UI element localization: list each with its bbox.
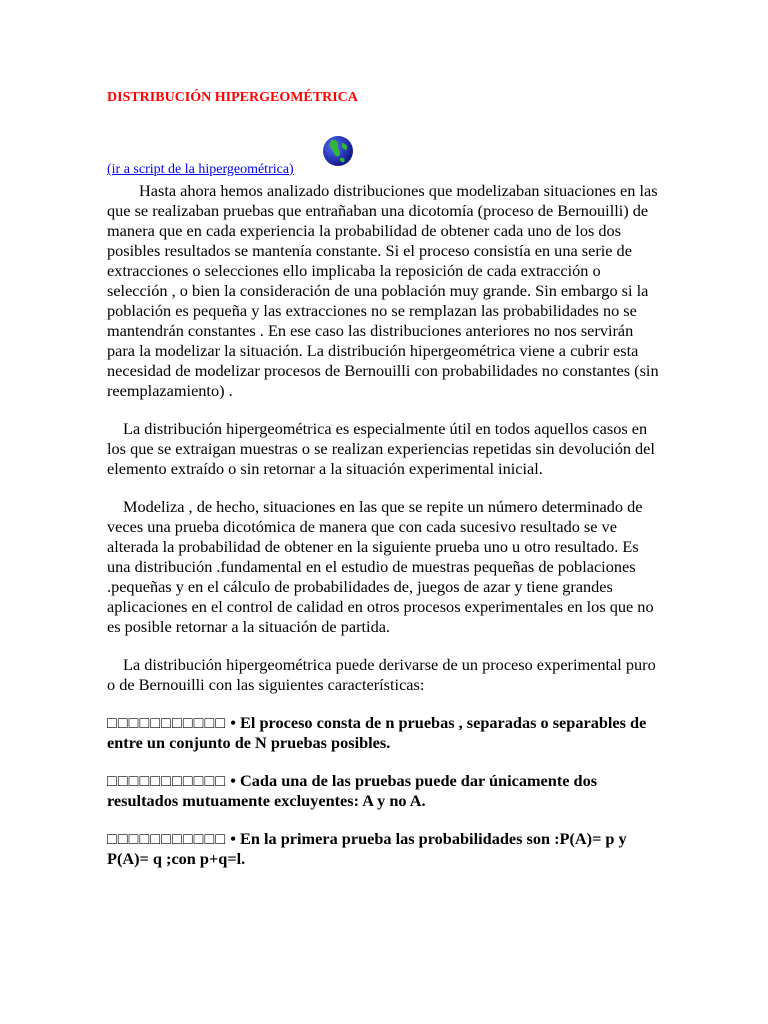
paragraph-modeling: Modeliza , de hecho, situaciones en las que se repite un número determinado de veces una prueba dicotómica de manera que con cada sucesivo resultado se ve alterada la probabilidad de obtener en la siguiente prueba uno u otro resultado. Es una distribución .fundamental en el estudio de muestras pequeñas de poblaciones .pequeñas y en el cálculo de probabilidades de, juegos de azar y tiene grandes aplicaciones en el control de calidad en otros procesos experimentales en los que no es posible retornar a la situación de partida. bbox=[107, 497, 654, 636]
characteristic-text: • En la primera prueba las probabilidades son :P(A)= p y P(A)= q ;con p+q=l. bbox=[107, 829, 627, 868]
characteristic-text: • El proceso consta de n pruebas , separadas o separables de entre un conjunto de N pruebas posibles. bbox=[107, 713, 647, 752]
characteristic-item bbox=[107, 713, 662, 753]
paragraph-intro: Hasta ahora hemos analizado distribuciones que modelizaban situaciones en las que se realizaban pruebas que entrañaban una dicotomía (proceso de Bernouilli) de manera que en cada experiencia la probabilidad de obtener cada uno de los dos posibles resultados se mantenía constante. Si el proceso consistía en una serie de extracciones o selecciones ello implicaba la reposición de cada extracción o selección , o bien la consideración de una población muy grande. Sin embargo si la población es pequeña y las extracciones no se remplazan las probabilidades no se mantendrán constantes . En ese caso las distribuciones anteriores no nos servirán para la modelizar la situación. La distribución hipergeométrica viene a cubrir esta necesidad de modelizar procesos de Bernouilli con probabilidades no constantes (sin reemplazamiento) . bbox=[107, 181, 659, 400]
script-link-row bbox=[107, 133, 662, 175]
characteristic-item bbox=[107, 771, 662, 811]
script-link[interactable]: (ir a script de la hipergeométrica) bbox=[107, 162, 294, 177]
placeholder-glyphs: □□□□□□□□□□□ bbox=[107, 771, 227, 790]
paragraph-usefulness: La distribución hipergeométrica es especialmente útil en todos aquellos casos en los que se extraigan muestras o se realizan experiencias repetidas sin devolución del elemento extraído o sin retornar a la situación experimental inicial. bbox=[107, 419, 655, 478]
characteristic-text: • Cada una de las pruebas puede dar únicamente dos resultados mutuamente excluyentes: A y no A. bbox=[107, 771, 598, 810]
globe-icon[interactable] bbox=[321, 134, 355, 168]
paragraph-derivation: La distribución hipergeométrica puede derivarse de un proceso experimental puro o de Bernouilli con las siguientes características: bbox=[107, 655, 656, 694]
placeholder-glyphs: □□□□□□□□□□□ bbox=[107, 713, 227, 732]
characteristic-item bbox=[107, 829, 662, 869]
placeholder-glyphs: □□□□□□□□□□□ bbox=[107, 829, 227, 848]
document-page bbox=[107, 88, 662, 887]
document-title: DISTRIBUCIÓN HIPERGEOMÉTRICA bbox=[107, 90, 358, 105]
